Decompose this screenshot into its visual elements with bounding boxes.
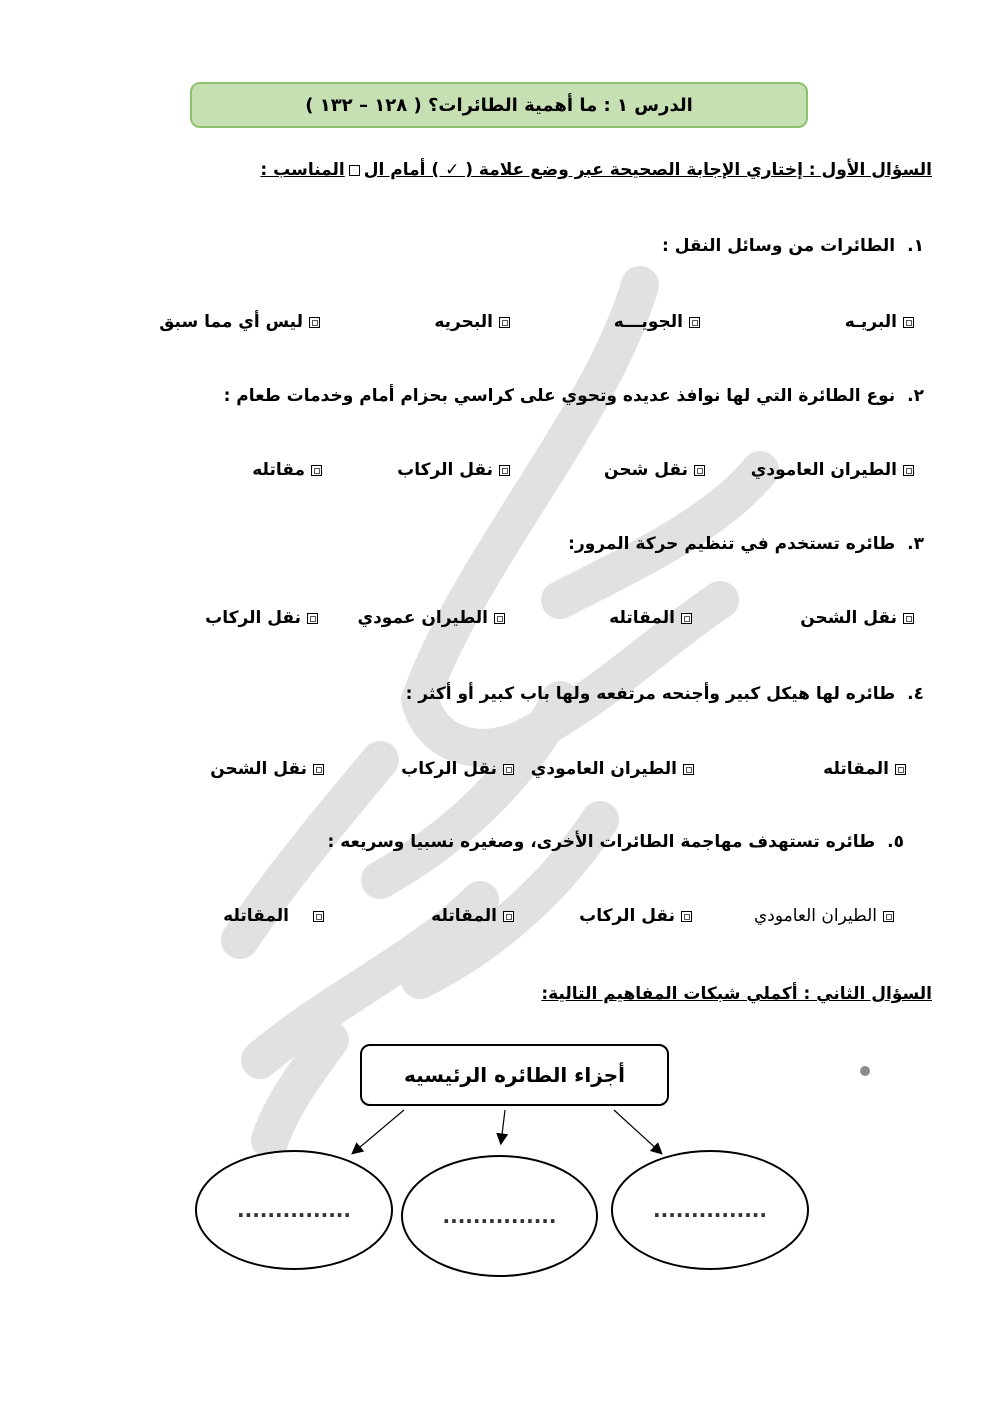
option-label: نقل الشحن [800,608,897,628]
option-label: الجويـــه [613,312,683,332]
answer-placeholder: ............... [442,1204,557,1228]
option-label: البحريه [434,312,493,332]
option-label: نقل الركاب [401,759,497,779]
option-label: نقل الشحن [210,759,307,779]
question-text: طائره تستخدم في تنظيم حركة المرور: [568,534,896,554]
question-text: نوع الطائرة التي لها نوافذ عديده وتحوي على كراسي بحزام أمام وخدمات طعام : [223,386,896,406]
concept-answer-middle[interactable] [401,1155,598,1277]
question1-heading-before: السؤال الأول : إختاري الإجابة الصحيحة عبر وضع علامة ( ✓ ) أمام ال [363,160,932,180]
arrow-right [614,1110,661,1153]
question1-heading-after: المناسب : [260,160,345,180]
option-label: الطيران العامودي [753,906,877,926]
question-text: طائره لها هيكل كبير وأجنحه مرتفعه ولها باب كبير أو أكثر : [405,684,896,704]
option-label: الطيران العامودي [750,460,897,480]
question2-heading: السؤال الثاني : أكملي شبكات المفاهيم التالية: [541,984,932,1004]
answer-placeholder: ............... [237,1198,351,1222]
lesson-title: الدرس ١ : ما أهمية الطائرات؟ ( ١٢٨ – ١٣٢ ) [305,94,693,116]
concept-answer-left[interactable] [195,1150,393,1270]
option-label: ليس أي مما سبق [159,312,303,332]
option-label: نقل الركاب [205,608,301,628]
arrow-left [353,1110,404,1153]
option-label: نقل الركاب [397,460,493,480]
option-label: المقاتله [609,608,675,628]
option-label: مقاتله [252,460,305,480]
option-label: البريـه [844,312,897,332]
arrow-middle [501,1110,505,1143]
concept-answer-right[interactable] [611,1150,809,1270]
option-label: الطيران عمودي [357,608,488,628]
option-label: المقاتله [223,906,289,926]
question-text: طائره تستهدف مهاجمة الطائرات الأخرى، وصغيره نسبيا وسريعه : [327,832,876,852]
option-label: نقل الركاب [579,906,675,926]
option-label: نقل شحن [604,460,688,480]
option-label: المقاتله [823,759,889,779]
question-number: ٥. [887,832,904,852]
question-text: الطائرات من وسائل النقل : [662,236,896,256]
option-label: الطيران العامودي [530,759,677,779]
option-label: المقاتله [431,906,497,926]
question-number: ١. [907,236,924,256]
question-number: ٤. [907,684,924,704]
concept-title: أجزاء الطائره الرئيسيه [404,1063,625,1087]
answer-placeholder: ............... [653,1198,767,1222]
question-number: ٣. [907,534,924,554]
question-number: ٢. [907,386,924,406]
